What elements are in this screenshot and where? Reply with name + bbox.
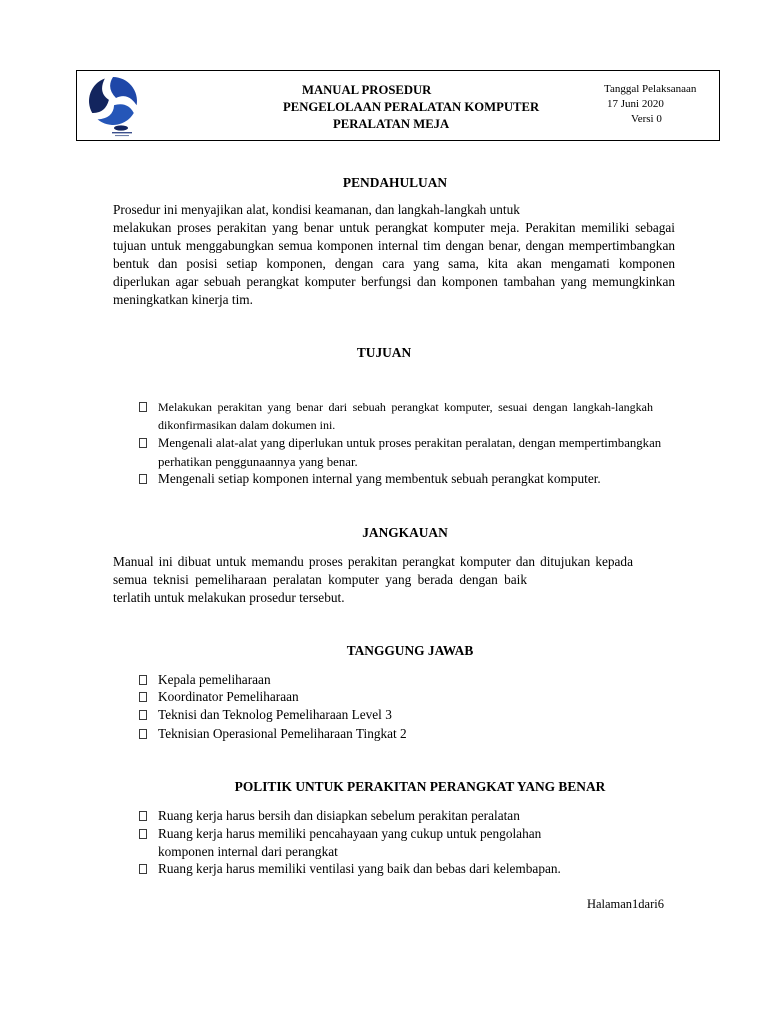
list-item-text: Ruang kerja harus memiliki pencahayaan yang cukup untuk pengolahan — [158, 826, 542, 841]
paragraph-line: terlatih untuk melakukan prosedur tersebut. — [113, 590, 345, 605]
list-item-text: Koordinator Pemeliharaan — [158, 689, 299, 704]
paragraph-line: melakukan proses perakitan yang benar untuk perangkat komputer meja. Perakitan memiliki sebagai — [113, 220, 675, 235]
square-bullet-icon — [139, 864, 147, 874]
square-bullet-icon — [139, 438, 147, 448]
list-item-text: Ruang kerja harus bersih dan disiapkan sebelum perakitan peralatan — [158, 808, 520, 823]
version-label: Versi 0 — [631, 113, 662, 125]
square-bullet-icon — [139, 729, 147, 739]
logo-emblem — [114, 125, 128, 130]
square-bullet-icon — [139, 811, 147, 821]
paragraph-line: semua teknisi pemeliharaan peralatan komputer yang berada dengan baik — [113, 572, 527, 587]
list-item-text: dikonfirmasikan dalam dokumen ini. — [158, 418, 336, 432]
title-line: PENGELOLAAN PERALATAN KOMPUTER — [283, 100, 540, 114]
paragraph-line: tujuan untuk menggabungkan semua komponen internal tim dengan benar, dengan mempertimbangkan — [113, 238, 675, 253]
list-item-text: Ruang kerja harus memiliki ventilasi yang baik dan bebas dari kelembapan. — [158, 861, 561, 876]
date-value: 17 Juni 2020 — [607, 98, 664, 110]
list-item-text: perhatikan penggunaannya yang benar. — [158, 455, 358, 469]
list-item-text: Kepala pemeliharaan — [158, 672, 271, 687]
page-number: Halaman1dari6 — [586, 897, 664, 911]
section-heading: TUJUAN — [356, 345, 412, 360]
list-item-text: komponen internal dari perangkat — [158, 844, 338, 859]
square-bullet-icon — [139, 692, 147, 702]
list-item-text: Teknisian Operasional Pemeliharaan Tingkat 2 — [158, 726, 407, 741]
title-line: MANUAL PROSEDUR — [302, 83, 432, 97]
paragraph-line: meningkatkan kinerja tim. — [113, 292, 253, 307]
title-line: PERALATAN MEJA — [333, 117, 450, 131]
section-heading: TANGGUNG JAWAB — [346, 643, 474, 658]
square-bullet-icon — [139, 829, 147, 839]
paragraph-line: bentuk dan posisi setiap komponen, dengan cara yang sama, kita akan mengamati komponen — [113, 256, 675, 271]
square-bullet-icon — [139, 402, 147, 412]
paragraph-line: Manual ini dibuat untuk memandu proses perakitan perangkat komputer dan ditujukan kepada — [113, 554, 633, 569]
list-item-text: Teknisi dan Teknolog Pemeliharaan Level 3 — [158, 707, 392, 722]
paragraph-line: Prosedur ini menyajikan alat, kondisi keamanan, dan langkah-langkah untuk — [113, 202, 520, 217]
list-item-text: Mengenali alat-alat yang diperlukan untuk proses perakitan peralatan, dengan mempertimbangkan — [158, 436, 662, 450]
paragraph-line: diperlukan agar sebuah perangkat komputer berfungsi dan komponen tambahan yang memungkinkan — [113, 274, 675, 289]
section-heading: POLITIK UNTUK PERAKITAN PERANGKAT YANG BENAR — [234, 779, 606, 794]
square-bullet-icon — [139, 474, 147, 484]
section-heading: PENDAHULUAN — [342, 175, 448, 190]
list-item-text: Melakukan perakitan yang benar dari sebuah perangkat komputer, sesuai dengan langkah-langkah — [158, 400, 653, 414]
section-heading: JANGKAUAN — [362, 525, 448, 540]
swirl-logo-icon — [84, 75, 142, 139]
square-bullet-icon — [139, 710, 147, 720]
date-label: Tanggal Pelaksanaan — [604, 83, 697, 95]
square-bullet-icon — [139, 675, 147, 685]
document-header — [76, 70, 720, 141]
list-item-text: Mengenali setiap komponen internal yang membentuk sebuah perangkat komputer. — [158, 471, 601, 486]
